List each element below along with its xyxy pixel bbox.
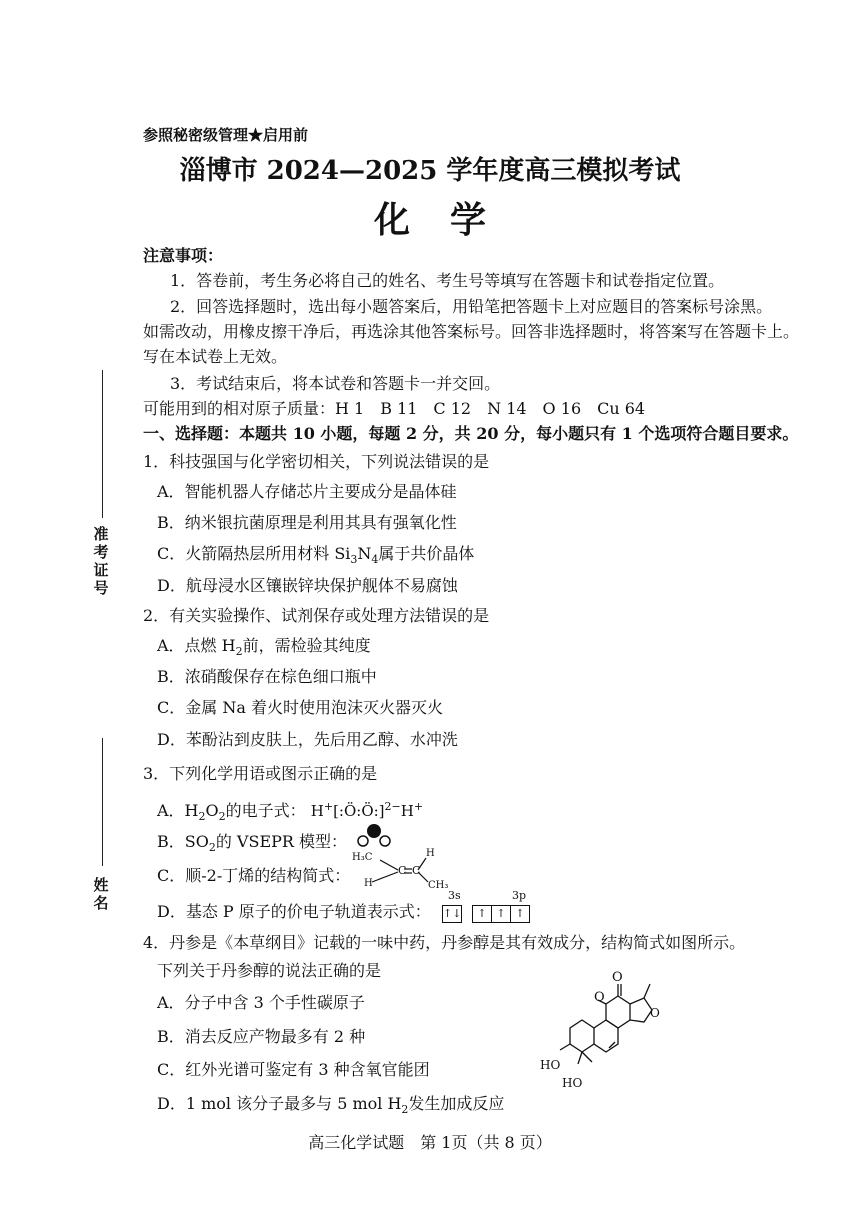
h2o2-h-left: H <box>310 802 324 820</box>
name-line <box>102 738 103 866</box>
secrecy-label: 参照秘密级管理★启用前 <box>143 126 309 144</box>
danshenol-ho1: HO <box>540 1058 561 1072</box>
butene-c1: C <box>398 864 407 877</box>
q1-option-a: A．智能机器人存储芯片主要成分是晶体硅 <box>157 482 457 501</box>
q1-option-c <box>157 544 474 570</box>
q2-a-text: A．点燃 H <box>157 636 236 655</box>
butene-h-bottom: H <box>364 878 373 889</box>
note-1: 1．答卷前，考生务必将自己的姓名、考生号等填写在答题卡和试卷指定位置。 <box>170 271 725 290</box>
q1-c-tail: 属于共价晶体 <box>378 544 475 563</box>
atomic-masses: 可能用到的相对原子质量：H 1 B 11 C 12 N 14 O 16 Cu 64 <box>143 399 646 418</box>
p-orbital-diagram <box>442 903 530 923</box>
q1-c-sub2: 4 <box>371 553 379 567</box>
h2o2-bracket: [:Ö:Ö:] <box>333 802 385 820</box>
q1-option-d: D．航母浸水区镶嵌锌块保护舰体不易腐蚀 <box>157 576 458 595</box>
so2-vsepr-model-icon <box>354 822 394 848</box>
q3-a-mid: O <box>205 801 219 820</box>
danshenol-ho2: HO <box>562 1076 583 1090</box>
h2o2-charge: 2− <box>384 800 401 813</box>
q4-stem-2: 下列关于丹参醇的说法正确的是 <box>157 961 382 980</box>
exam-id-label: 准考证号 <box>93 525 109 597</box>
name-label: 姓名 <box>93 876 109 912</box>
q1-c-text: C．火箭隔热层所用材料 Si <box>157 544 351 563</box>
q3-a-text: A．H <box>157 801 199 820</box>
q2-option-a <box>157 636 371 662</box>
exam-title: 淄博市 2024—2025 学年度高三模拟考试 <box>179 156 681 186</box>
butene-c2: C <box>412 864 421 877</box>
q4-d-text: D．1 mol 该分子最多与 5 mol H <box>157 1094 402 1113</box>
page-footer: 高三化学试题 第 1页（共 8 页） <box>308 1133 552 1152</box>
notes-heading: 注意事项： <box>143 246 224 265</box>
h2o2-h-right: H <box>400 802 414 820</box>
q4-d-tail: 发生加成反应 <box>408 1094 505 1113</box>
danshenol-structure <box>538 968 698 1098</box>
q1-option-b: B．纳米银抗菌原理是利用其具有强氧化性 <box>157 513 457 532</box>
q3-a-sub2: 2 <box>218 810 226 824</box>
h2o2-plus-left: + <box>323 800 334 813</box>
q3-b-sub: 2 <box>208 841 216 855</box>
q3-option-c: C．顺-2-丁烯的结构简式： <box>157 866 351 885</box>
q1-c-sub: 3 <box>350 553 358 567</box>
q2-stem: 2．有关实验操作、试剂保存或处理方法错误的是 <box>143 606 490 625</box>
q4-option-b: B．消去反应产物最多有 2 种 <box>157 1027 366 1046</box>
q1-c-mid: N <box>357 544 372 563</box>
orbital-3s-box: ↑↓ <box>442 905 462 923</box>
cis-2-butene-structure <box>350 848 450 894</box>
h2o2-electron-formula <box>311 802 423 820</box>
q3-b-text: B．SO <box>157 832 209 851</box>
note-2-end: 写在本试卷上无效。 <box>143 347 288 366</box>
q2-option-b: B．浓硝酸保存在棕色细口瓶中 <box>157 667 377 686</box>
section-1-heading: 一、选择题：本题共 10 小题，每题 2 分，共 20 分，每小题只有 1 个选项符合题目要求。 <box>143 424 799 443</box>
q4-stem: 4．丹参是《本草纲目》记载的一味中药，丹参醇是其有效成分，结构简式如图所示。 <box>143 933 746 952</box>
q2-option-d: D．苯酚沾到皮肤上，先后用乙醇、水冲洗 <box>157 730 458 749</box>
q2-a-tail: 前，需检验其纯度 <box>242 636 371 655</box>
orbital-3p-box-1: ↑ <box>472 905 492 923</box>
orbital-3p-label: 3p <box>512 889 527 902</box>
butene-h-top: H <box>426 848 435 859</box>
q4-option-d <box>157 1094 504 1120</box>
butene-ch3: CH₃ <box>428 880 449 891</box>
danshenol-o2: O <box>612 970 623 985</box>
exam-id-line <box>102 370 103 518</box>
danshenol-o1: O <box>594 990 605 1005</box>
q2-option-c: C．金属 Na 着火时使用泡沫灭火器灭火 <box>157 698 443 717</box>
note-2-cont: 如需改动，用橡皮擦干净后，再选涂其他答案标号。回答非选择题时，将答案写在答题卡上。 <box>143 322 800 341</box>
orbital-3p-box-2: ↑ <box>492 905 511 923</box>
q3-stem: 3．下列化学用语或图示正确的是 <box>143 764 378 783</box>
q3-a-tail: 的电子式： <box>225 801 306 820</box>
q1-stem: 1．科技强国与化学密切相关，下列说法错误的是 <box>143 452 490 471</box>
orbital-3s-label: 3s <box>448 889 461 902</box>
orbital-3p-box-3: ↑ <box>511 905 530 923</box>
q2-a-sub: 2 <box>235 645 243 659</box>
q3-option-d: D．基态 P 原子的价电子轨道表示式： <box>157 902 431 921</box>
h2o2-plus-right: + <box>413 800 424 813</box>
note-3: 3．考试结束后，将本试卷和答题卡一并交回。 <box>170 374 501 393</box>
q4-option-a: A．分子中含 3 个手性碳原子 <box>157 993 365 1012</box>
q3-b-tail: 的 VSEPR 模型： <box>215 832 348 851</box>
butene-h3c: H₃C <box>352 852 373 863</box>
q3-a-sub1: 2 <box>198 810 206 824</box>
note-2: 2．回答选择题时，选出每小题答案后，用铅笔把答题卡上对应题目的答案标号涂黑。 <box>170 297 773 316</box>
q4-option-c: C．红外光谱可鉴定有 3 种含氧官能团 <box>157 1060 430 1079</box>
subject-title: 化学 <box>373 199 526 241</box>
danshenol-furan-o: O <box>650 1006 660 1020</box>
q3-option-b <box>157 832 347 858</box>
q4-d-sub: 2 <box>401 1103 409 1117</box>
